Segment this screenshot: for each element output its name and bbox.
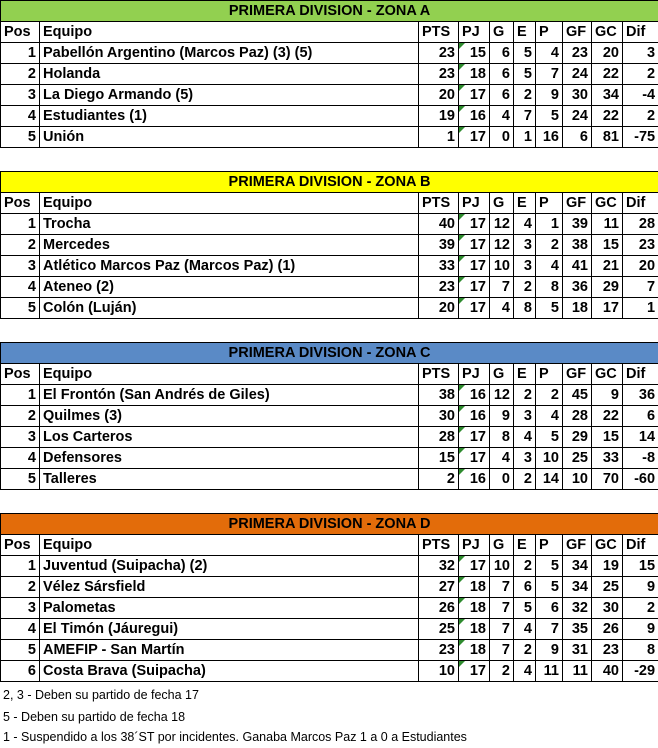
header-g: G xyxy=(490,22,514,43)
cell-equipo: Mercedes xyxy=(40,235,419,256)
cell-gc: 70 xyxy=(592,469,623,490)
cell-gf: 39 xyxy=(563,214,592,235)
cell-pj: 18 xyxy=(459,598,490,619)
header-pj: PJ xyxy=(459,364,490,385)
cell-p: 5 xyxy=(536,577,563,598)
cell-equipo: Juventud (Suipacha) (2) xyxy=(40,556,419,577)
table-row xyxy=(1,385,658,406)
cell-pj: 16 xyxy=(459,106,490,127)
cell-pj: 18 xyxy=(459,640,490,661)
cell-pj: 17 xyxy=(459,298,490,319)
header-pts: PTS xyxy=(419,535,459,556)
cell-pts: 39 xyxy=(419,235,459,256)
cell-gf: 34 xyxy=(563,556,592,577)
cell-dif: 23 xyxy=(623,235,658,256)
cell-e: 2 xyxy=(514,469,536,490)
header-gf: GF xyxy=(563,193,592,214)
cell-dif: 2 xyxy=(623,598,658,619)
cell-dif: 15 xyxy=(623,556,658,577)
cell-gf: 28 xyxy=(563,406,592,427)
cell-equipo: El Timón (Jáuregui) xyxy=(40,619,419,640)
cell-g: 6 xyxy=(490,64,514,85)
header-equipo: Equipo xyxy=(40,193,419,214)
cell-pj: 17 xyxy=(459,214,490,235)
table-row xyxy=(1,448,658,469)
cell-gc: 33 xyxy=(592,448,623,469)
cell-e: 3 xyxy=(514,406,536,427)
cell-dif: 9 xyxy=(623,577,658,598)
cell-dif: 14 xyxy=(623,427,658,448)
cell-pj: 17 xyxy=(459,85,490,106)
cell-equipo: Talleres xyxy=(40,469,419,490)
cell-g: 0 xyxy=(490,127,514,148)
cell-dif: -75 xyxy=(623,127,658,148)
cell-p: 4 xyxy=(536,43,563,64)
cell-pj: 16 xyxy=(459,385,490,406)
cell-equipo: Trocha xyxy=(40,214,419,235)
cell-pos: 5 xyxy=(1,298,40,319)
cell-g: 4 xyxy=(490,298,514,319)
table-row xyxy=(1,427,658,448)
cell-gc: 25 xyxy=(592,577,623,598)
cell-equipo: Vélez Sársfield xyxy=(40,577,419,598)
cell-dif: 36 xyxy=(623,385,658,406)
header-p: P xyxy=(536,535,563,556)
cell-equipo: Pabellón Argentino (Marcos Paz) (3) (5) xyxy=(40,43,419,64)
cell-pos: 3 xyxy=(1,256,40,277)
cell-pts: 23 xyxy=(419,64,459,85)
cell-dif: 3 xyxy=(623,43,658,64)
cell-g: 0 xyxy=(490,469,514,490)
cell-e: 5 xyxy=(514,64,536,85)
cell-equipo: Ateneo (2) xyxy=(40,277,419,298)
cell-e: 4 xyxy=(514,619,536,640)
cell-gf: 24 xyxy=(563,64,592,85)
cell-pts: 38 xyxy=(419,385,459,406)
cell-e: 3 xyxy=(514,256,536,277)
cell-p: 14 xyxy=(536,469,563,490)
header-pj: PJ xyxy=(459,193,490,214)
cell-pts: 40 xyxy=(419,214,459,235)
cell-pos: 2 xyxy=(1,64,40,85)
cell-pj: 17 xyxy=(459,127,490,148)
cell-pos: 4 xyxy=(1,448,40,469)
header-pos: Pos xyxy=(1,22,40,43)
cell-pj: 17 xyxy=(459,235,490,256)
cell-e: 8 xyxy=(514,298,536,319)
cell-pts: 28 xyxy=(419,427,459,448)
header-equipo: Equipo xyxy=(40,535,419,556)
cell-p: 5 xyxy=(536,106,563,127)
cell-g: 7 xyxy=(490,577,514,598)
header-pj: PJ xyxy=(459,535,490,556)
cell-e: 1 xyxy=(514,127,536,148)
cell-p: 8 xyxy=(536,277,563,298)
cell-g: 7 xyxy=(490,640,514,661)
cell-gc: 15 xyxy=(592,235,623,256)
cell-g: 6 xyxy=(490,43,514,64)
cell-pj: 18 xyxy=(459,577,490,598)
cell-gc: 30 xyxy=(592,598,623,619)
cell-g: 7 xyxy=(490,598,514,619)
cell-pos: 2 xyxy=(1,577,40,598)
cell-p: 16 xyxy=(536,127,563,148)
cell-e: 4 xyxy=(514,661,536,682)
footnote-1: 2, 3 - Deben su partido de fecha 17 xyxy=(3,688,199,702)
cell-pj: 18 xyxy=(459,64,490,85)
header-pos: Pos xyxy=(1,193,40,214)
header-dif: Dif xyxy=(623,535,658,556)
cell-gf: 36 xyxy=(563,277,592,298)
cell-gf: 18 xyxy=(563,298,592,319)
cell-pts: 15 xyxy=(419,448,459,469)
cell-p: 5 xyxy=(536,556,563,577)
header-dif: Dif xyxy=(623,364,658,385)
cell-pos: 2 xyxy=(1,406,40,427)
zone-title: PRIMERA DIVISION - ZONA D xyxy=(1,514,658,535)
cell-p: 10 xyxy=(536,448,563,469)
header-g: G xyxy=(490,364,514,385)
cell-gf: 23 xyxy=(563,43,592,64)
cell-pts: 1 xyxy=(419,127,459,148)
cell-pj: 17 xyxy=(459,256,490,277)
cell-pts: 33 xyxy=(419,256,459,277)
cell-p: 9 xyxy=(536,85,563,106)
header-equipo: Equipo xyxy=(40,22,419,43)
header-e: E xyxy=(514,22,536,43)
cell-pts: 23 xyxy=(419,277,459,298)
cell-e: 5 xyxy=(514,43,536,64)
cell-dif: 20 xyxy=(623,256,658,277)
cell-p: 5 xyxy=(536,427,563,448)
cell-p: 7 xyxy=(536,64,563,85)
cell-dif: -4 xyxy=(623,85,658,106)
cell-pos: 4 xyxy=(1,106,40,127)
cell-gf: 45 xyxy=(563,385,592,406)
cell-pts: 32 xyxy=(419,556,459,577)
cell-g: 7 xyxy=(490,619,514,640)
cell-gc: 26 xyxy=(592,619,623,640)
cell-pts: 27 xyxy=(419,577,459,598)
cell-pj: 17 xyxy=(459,448,490,469)
cell-gc: 22 xyxy=(592,106,623,127)
header-row xyxy=(1,364,658,385)
cell-g: 7 xyxy=(490,277,514,298)
header-e: E xyxy=(514,193,536,214)
table-row xyxy=(1,85,658,106)
cell-gc: 81 xyxy=(592,127,623,148)
cell-p: 1 xyxy=(536,214,563,235)
cell-pts: 25 xyxy=(419,619,459,640)
cell-pj: 18 xyxy=(459,619,490,640)
cell-g: 12 xyxy=(490,385,514,406)
cell-dif: -29 xyxy=(623,661,658,682)
cell-pts: 23 xyxy=(419,43,459,64)
cell-p: 11 xyxy=(536,661,563,682)
cell-gc: 34 xyxy=(592,85,623,106)
cell-g: 6 xyxy=(490,85,514,106)
header-gf: GF xyxy=(563,22,592,43)
cell-gc: 9 xyxy=(592,385,623,406)
header-p: P xyxy=(536,364,563,385)
cell-equipo: Palometas xyxy=(40,598,419,619)
header-gf: GF xyxy=(563,535,592,556)
cell-gc: 21 xyxy=(592,256,623,277)
cell-dif: 2 xyxy=(623,106,658,127)
cell-pos: 5 xyxy=(1,127,40,148)
header-row xyxy=(1,535,658,556)
header-g: G xyxy=(490,535,514,556)
header-pts: PTS xyxy=(419,364,459,385)
table-row xyxy=(1,469,658,490)
cell-e: 2 xyxy=(514,556,536,577)
cell-gf: 11 xyxy=(563,661,592,682)
cell-gc: 22 xyxy=(592,406,623,427)
cell-dif: 28 xyxy=(623,214,658,235)
cell-gf: 41 xyxy=(563,256,592,277)
header-g: G xyxy=(490,193,514,214)
cell-equipo: Estudiantes (1) xyxy=(40,106,419,127)
cell-pj: 15 xyxy=(459,43,490,64)
header-pts: PTS xyxy=(419,22,459,43)
table-row xyxy=(1,235,658,256)
header-gc: GC xyxy=(592,364,623,385)
table-row xyxy=(1,577,658,598)
cell-pos: 1 xyxy=(1,214,40,235)
cell-p: 2 xyxy=(536,385,563,406)
header-pos: Pos xyxy=(1,364,40,385)
header-row xyxy=(1,22,658,43)
cell-dif: -60 xyxy=(623,469,658,490)
cell-gc: 29 xyxy=(592,277,623,298)
cell-e: 3 xyxy=(514,235,536,256)
cell-dif: 8 xyxy=(623,640,658,661)
cell-pts: 26 xyxy=(419,598,459,619)
cell-equipo: Costa Brava (Suipacha) xyxy=(40,661,419,682)
cell-gf: 10 xyxy=(563,469,592,490)
cell-pts: 23 xyxy=(419,640,459,661)
header-pj: PJ xyxy=(459,22,490,43)
table-row xyxy=(1,298,658,319)
zone-title: PRIMERA DIVISION - ZONA C xyxy=(1,343,658,364)
header-gc: GC xyxy=(592,193,623,214)
footnote-2: 5 - Deben su partido de fecha 18 xyxy=(3,710,186,724)
cell-p: 4 xyxy=(536,406,563,427)
cell-p: 5 xyxy=(536,298,563,319)
cell-dif: 9 xyxy=(623,619,658,640)
table-row xyxy=(1,277,658,298)
header-pos: Pos xyxy=(1,535,40,556)
header-dif: Dif xyxy=(623,193,658,214)
header-gc: GC xyxy=(592,22,623,43)
cell-pj: 17 xyxy=(459,661,490,682)
table-row xyxy=(1,640,658,661)
header-gf: GF xyxy=(563,364,592,385)
zone-c-table xyxy=(0,342,658,490)
cell-gf: 32 xyxy=(563,598,592,619)
cell-e: 3 xyxy=(514,448,536,469)
cell-pos: 2 xyxy=(1,235,40,256)
cell-p: 9 xyxy=(536,640,563,661)
cell-gc: 20 xyxy=(592,43,623,64)
cell-e: 5 xyxy=(514,598,536,619)
table-row xyxy=(1,43,658,64)
table-row xyxy=(1,256,658,277)
zone-a-table xyxy=(0,0,658,148)
cell-pos: 1 xyxy=(1,556,40,577)
header-equipo: Equipo xyxy=(40,364,419,385)
cell-pts: 2 xyxy=(419,469,459,490)
cell-g: 4 xyxy=(490,106,514,127)
cell-pos: 5 xyxy=(1,640,40,661)
zone-d-table xyxy=(0,513,658,682)
cell-e: 2 xyxy=(514,640,536,661)
cell-p: 7 xyxy=(536,619,563,640)
table-row xyxy=(1,214,658,235)
cell-pos: 1 xyxy=(1,43,40,64)
cell-g: 4 xyxy=(490,448,514,469)
cell-equipo: Atlético Marcos Paz (Marcos Paz) (1) xyxy=(40,256,419,277)
cell-gc: 15 xyxy=(592,427,623,448)
cell-g: 12 xyxy=(490,214,514,235)
cell-g: 9 xyxy=(490,406,514,427)
cell-pos: 1 xyxy=(1,385,40,406)
cell-dif: 7 xyxy=(623,277,658,298)
cell-equipo: Los Carteros xyxy=(40,427,419,448)
cell-gc: 19 xyxy=(592,556,623,577)
cell-dif: 6 xyxy=(623,406,658,427)
cell-equipo: La Diego Armando (5) xyxy=(40,85,419,106)
cell-g: 12 xyxy=(490,235,514,256)
cell-gc: 23 xyxy=(592,640,623,661)
cell-gf: 31 xyxy=(563,640,592,661)
cell-p: 2 xyxy=(536,235,563,256)
cell-equipo: Quilmes (3) xyxy=(40,406,419,427)
cell-gf: 34 xyxy=(563,577,592,598)
cell-g: 8 xyxy=(490,427,514,448)
header-pts: PTS xyxy=(419,193,459,214)
cell-pj: 17 xyxy=(459,277,490,298)
cell-pts: 30 xyxy=(419,406,459,427)
cell-equipo: Defensores xyxy=(40,448,419,469)
cell-equipo: Unión xyxy=(40,127,419,148)
table-row xyxy=(1,406,658,427)
zone-title: PRIMERA DIVISION - ZONA A xyxy=(1,1,658,22)
cell-pts: 20 xyxy=(419,298,459,319)
cell-gf: 35 xyxy=(563,619,592,640)
cell-dif: -8 xyxy=(623,448,658,469)
cell-pj: 17 xyxy=(459,427,490,448)
cell-pos: 5 xyxy=(1,469,40,490)
cell-equipo: Colón (Luján) xyxy=(40,298,419,319)
zone-title: PRIMERA DIVISION - ZONA B xyxy=(1,172,658,193)
cell-pts: 20 xyxy=(419,85,459,106)
table-row xyxy=(1,598,658,619)
cell-pos: 3 xyxy=(1,598,40,619)
cell-equipo: El Frontón (San Andrés de Giles) xyxy=(40,385,419,406)
cell-pos: 3 xyxy=(1,427,40,448)
standings-table xyxy=(0,513,658,682)
cell-pts: 19 xyxy=(419,106,459,127)
cell-pos: 6 xyxy=(1,661,40,682)
cell-e: 4 xyxy=(514,214,536,235)
header-p: P xyxy=(536,22,563,43)
table-row xyxy=(1,661,658,682)
cell-gf: 29 xyxy=(563,427,592,448)
header-row xyxy=(1,193,658,214)
standings-table xyxy=(0,342,658,490)
zone-b-table xyxy=(0,171,658,319)
cell-p: 4 xyxy=(536,256,563,277)
cell-pj: 16 xyxy=(459,406,490,427)
cell-e: 2 xyxy=(514,277,536,298)
cell-gc: 17 xyxy=(592,298,623,319)
header-gc: GC xyxy=(592,535,623,556)
cell-pts: 10 xyxy=(419,661,459,682)
standings-table xyxy=(0,171,658,319)
cell-pos: 3 xyxy=(1,85,40,106)
cell-e: 4 xyxy=(514,427,536,448)
cell-pos: 4 xyxy=(1,619,40,640)
cell-dif: 1 xyxy=(623,298,658,319)
cell-p: 6 xyxy=(536,598,563,619)
cell-e: 6 xyxy=(514,577,536,598)
cell-gf: 30 xyxy=(563,85,592,106)
header-p: P xyxy=(536,193,563,214)
cell-equipo: AMEFIP - San Martín xyxy=(40,640,419,661)
cell-g: 2 xyxy=(490,661,514,682)
cell-gc: 40 xyxy=(592,661,623,682)
cell-gc: 22 xyxy=(592,64,623,85)
cell-gc: 11 xyxy=(592,214,623,235)
cell-equipo: Holanda xyxy=(40,64,419,85)
cell-e: 7 xyxy=(514,106,536,127)
standings-table xyxy=(0,0,658,148)
cell-pj: 17 xyxy=(459,556,490,577)
cell-g: 10 xyxy=(490,256,514,277)
cell-gf: 24 xyxy=(563,106,592,127)
table-row xyxy=(1,106,658,127)
cell-gf: 38 xyxy=(563,235,592,256)
cell-pj: 16 xyxy=(459,469,490,490)
table-row xyxy=(1,127,658,148)
cell-gf: 25 xyxy=(563,448,592,469)
header-e: E xyxy=(514,364,536,385)
table-row xyxy=(1,64,658,85)
footnote-3: 1 - Suspendido a los 38´ST por incidentes. Ganaba Marcos Paz 1 a 0 a Estudiantes xyxy=(3,730,467,744)
cell-e: 2 xyxy=(514,385,536,406)
cell-e: 2 xyxy=(514,85,536,106)
cell-gf: 6 xyxy=(563,127,592,148)
cell-pos: 4 xyxy=(1,277,40,298)
cell-g: 10 xyxy=(490,556,514,577)
cell-dif: 2 xyxy=(623,64,658,85)
table-row xyxy=(1,619,658,640)
header-dif: Dif xyxy=(623,22,658,43)
table-row xyxy=(1,556,658,577)
header-e: E xyxy=(514,535,536,556)
